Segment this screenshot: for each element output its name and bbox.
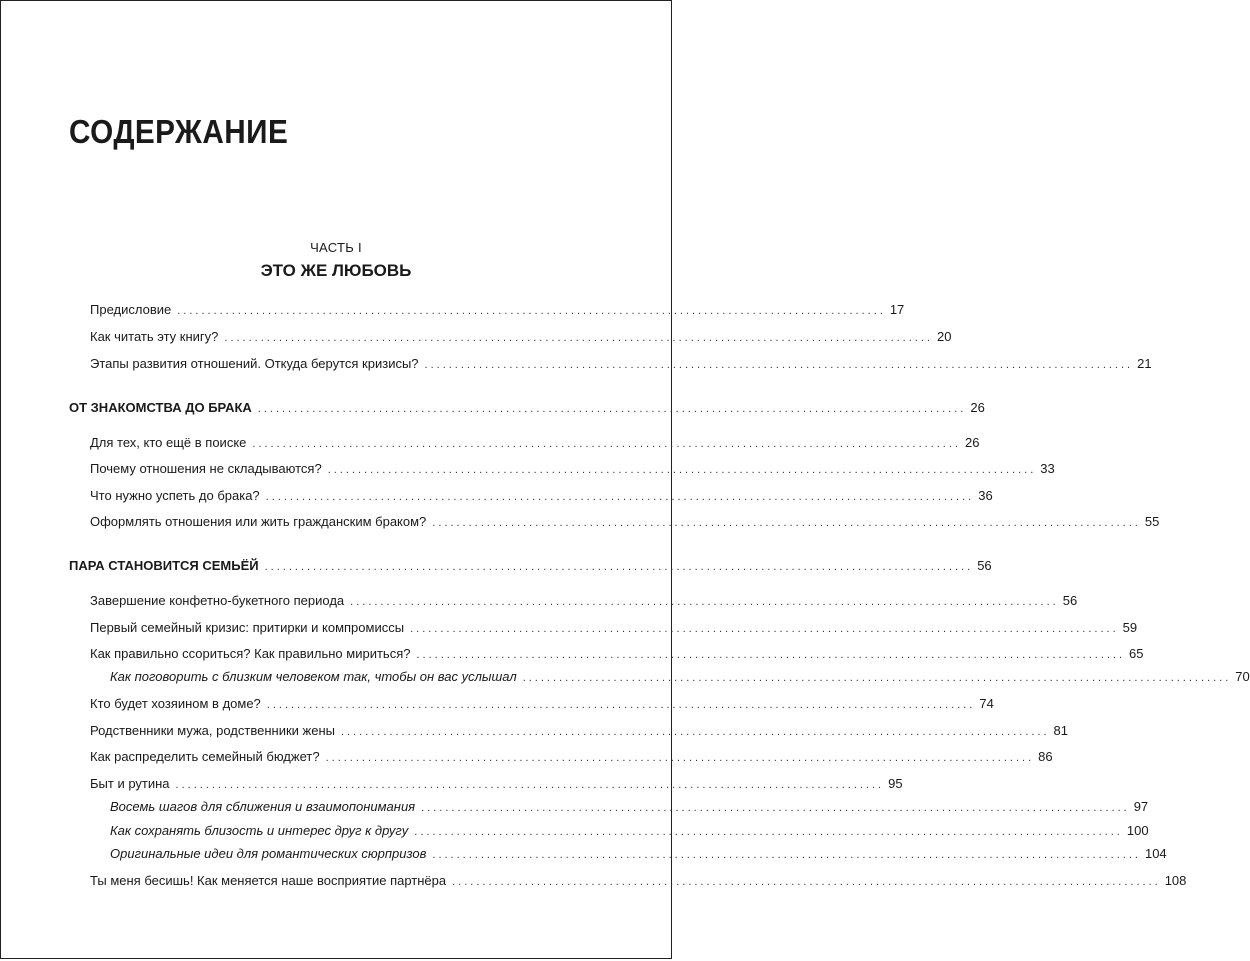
- toc-entry-text: Оригинальные идеи для романтических сюрпризов: [110, 846, 427, 861]
- toc-entry-text: Почему отношения не складываются?: [90, 461, 322, 476]
- toc-section: [69, 556, 992, 576]
- toc-entry-text: Как распределить семейный бюджет?: [90, 749, 320, 764]
- toc-entry: [90, 327, 952, 347]
- toc-entry-page: 104: [1144, 846, 1167, 861]
- toc-entry-text: Первый семейный кризис: притирки и компромиссы: [90, 620, 405, 635]
- toc-entry-page: 97: [1133, 799, 1149, 814]
- toc-entry: [90, 459, 1055, 479]
- toc-entry-page: 65: [1129, 646, 1144, 661]
- leader-dots: .....................................................................................................................: [252, 438, 961, 450]
- leader-dots: .....................................................................................................................: [175, 779, 885, 791]
- toc-entry-page: 26: [970, 400, 985, 415]
- leader-dots: .....................................................................................................................: [264, 561, 974, 573]
- toc-subentry: [110, 667, 1250, 687]
- page-title: СОДЕРЖАНИЕ: [69, 113, 289, 150]
- toc-entry: [90, 774, 903, 794]
- toc-entry: [90, 512, 1160, 532]
- toc-entry: [90, 694, 994, 714]
- leader-dots: .....................................................................................................................: [522, 672, 1232, 684]
- leader-dots: .....................................................................................................................: [432, 849, 1141, 861]
- leader-dots: .....................................................................................................................: [421, 802, 1130, 814]
- toc-entry-page: 70: [1235, 669, 1250, 684]
- toc-entry-text: Восемь шагов для сближения и взаимопонимания: [110, 799, 416, 814]
- toc-entry: [90, 433, 980, 453]
- toc-entry: [90, 591, 1078, 611]
- toc-entry-page: 81: [1053, 723, 1069, 738]
- toc-entry-page: 55: [1144, 514, 1160, 529]
- toc-entry-page: 56: [1062, 593, 1078, 608]
- toc-entry-text: Этапы развития отношений. Откуда берутся кризисы?: [90, 356, 419, 371]
- toc-entry-text: Как правильно ссориться? Как правильно мириться?: [90, 646, 411, 661]
- toc-entry-page: 36: [978, 488, 993, 503]
- toc-entry-page: 26: [964, 435, 980, 450]
- toc-entry-text: Завершение конфетно-букетного периода: [90, 593, 345, 608]
- toc-entry-text: Как сохранять близость и интерес друг к другу: [110, 823, 409, 838]
- toc-entry: [90, 644, 1144, 664]
- part-title: ЭТО ЖЕ ЛЮБОВЬ: [260, 261, 412, 280]
- leader-dots: .....................................................................................................................: [265, 491, 975, 503]
- toc-entry-text: Ты меня бесишь! Как меняется наше восприятие партнёра: [90, 873, 447, 888]
- leader-dots: .....................................................................................................................: [432, 517, 1141, 529]
- toc-entry-text: Кто будет хозяином в доме?: [90, 696, 261, 711]
- toc-entry: [90, 747, 1053, 767]
- toc-entry-text: Быт и рутина: [90, 776, 170, 791]
- part-number: ЧАСТЬ I: [310, 240, 362, 255]
- toc-entry: [90, 486, 993, 506]
- leader-dots: .....................................................................................................................: [424, 359, 1134, 371]
- toc-entry-page: 17: [889, 302, 905, 317]
- toc-entry-page: 108: [1164, 873, 1187, 888]
- leader-dots: .....................................................................................................................: [452, 876, 1161, 888]
- leader-dots: .....................................................................................................................: [327, 464, 1037, 476]
- toc-entry-page: 20: [936, 329, 952, 344]
- toc-entry-page: 74: [979, 696, 994, 711]
- leader-dots: .....................................................................................................................: [325, 752, 1035, 764]
- toc-entry-page: 59: [1122, 620, 1138, 635]
- toc-section-text: ОТ ЗНАКОМСТВА ДО БРАКА: [69, 400, 252, 415]
- toc-entry-text: Оформлять отношения или жить гражданским браком?: [90, 514, 427, 529]
- leader-dots: .....................................................................................................................: [414, 826, 1123, 838]
- toc-entry-page: 100: [1126, 823, 1149, 838]
- leader-dots: .....................................................................................................................: [266, 699, 976, 711]
- toc-entry: [90, 871, 1187, 891]
- toc-entry-text: Как поговорить с близким человеком так, чтобы он вас услышал: [110, 669, 517, 684]
- toc-entry-page: 86: [1038, 749, 1053, 764]
- leader-dots: .....................................................................................................................: [257, 403, 967, 415]
- toc-entry-text: Что нужно успеть до брака?: [90, 488, 260, 503]
- toc-entry-page: 33: [1040, 461, 1055, 476]
- leader-dots: .....................................................................................................................: [350, 596, 1059, 608]
- leader-dots: .....................................................................................................................: [410, 623, 1119, 635]
- leader-dots: .....................................................................................................................: [416, 649, 1126, 661]
- toc-entry: [90, 721, 1069, 741]
- toc-entry-page: 95: [888, 776, 903, 791]
- toc-entry-page: 56: [977, 558, 992, 573]
- toc-entry: [90, 618, 1138, 638]
- toc-entry-preface: [90, 300, 905, 320]
- toc-subentry: [110, 797, 1149, 817]
- leader-dots: .....................................................................................................................: [177, 305, 886, 317]
- toc-section: [69, 398, 985, 418]
- toc-entry-text: Как читать эту книгу?: [90, 329, 219, 344]
- toc-section-text: ПАРА СТАНОВИТСЯ СЕМЬЁЙ: [69, 558, 259, 573]
- toc-subentry: [110, 844, 1167, 864]
- leader-dots: .....................................................................................................................: [340, 726, 1050, 738]
- toc-entry: [90, 354, 1152, 374]
- toc-entry-text: Для тех, кто ещё в поиске: [90, 435, 247, 450]
- toc-subentry: [110, 821, 1149, 841]
- leader-dots: .....................................................................................................................: [224, 332, 933, 344]
- toc-entry-text: Предисловие: [90, 302, 172, 317]
- toc-entry-text: Родственники мужа, родственники жены: [90, 723, 335, 738]
- toc-entry-page: 21: [1137, 356, 1152, 371]
